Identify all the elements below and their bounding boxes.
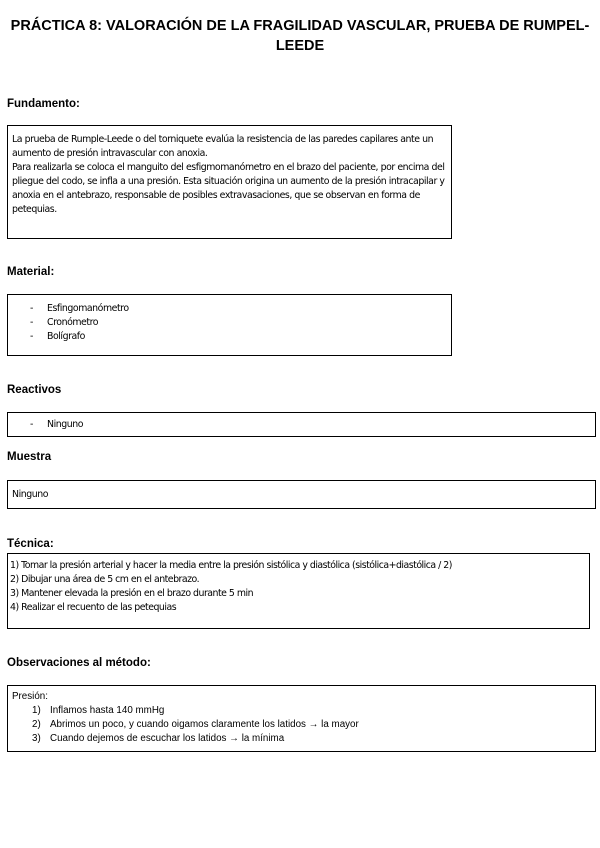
material-item: - Cronómetro bbox=[8, 316, 451, 330]
fundamento-box bbox=[7, 125, 452, 239]
muestra-box bbox=[7, 480, 596, 509]
reactivos-heading: Reactivos bbox=[7, 384, 62, 396]
observaciones-item bbox=[12, 732, 591, 746]
page-title: PRÁCTICA 8: VALORACIÓN DE LA FRAGILIDAD VASCULAR, PRUEBA DE RUMPEL-LEEDE bbox=[10, 18, 590, 54]
item-number: 1) bbox=[32, 705, 41, 716]
observaciones-list bbox=[12, 704, 591, 746]
observaciones-item bbox=[12, 718, 591, 732]
item-number: 2) bbox=[32, 719, 41, 730]
material-list bbox=[8, 302, 451, 344]
item-number: 3) bbox=[32, 733, 41, 744]
fundamento-paragraph-1: La prueba de Rumple-Leede o del torniquete evalúa la resistencia de las paredes capilares ante un aumento de presión intravascular con anoxia. bbox=[12, 134, 434, 159]
tecnica-heading: Técnica: bbox=[7, 538, 54, 550]
reactivos-item: - Ninguno bbox=[8, 418, 595, 432]
observaciones-item bbox=[12, 704, 591, 718]
tecnica-step: 3) Mantener elevada la presión en el brazo durante 5 min bbox=[10, 588, 254, 599]
material-heading: Material: bbox=[7, 266, 55, 278]
item-text: Inflamos hasta 140 mmHg bbox=[50, 705, 165, 716]
material-item: - Esfingomanómetro bbox=[8, 302, 451, 316]
reactivos-list bbox=[8, 418, 595, 432]
observaciones-label: Presión: bbox=[12, 691, 48, 702]
item-text: Cuando dejemos de escuchar los latidos → la mínima bbox=[50, 733, 285, 744]
material-item: - Bolígrafo bbox=[8, 330, 451, 344]
tecnica-step: 2) Dibujar una área de 5 cm en el antebrazo. bbox=[10, 574, 200, 585]
reactivos-box bbox=[7, 412, 596, 437]
muestra-value: Ninguno bbox=[12, 489, 48, 500]
observaciones-box bbox=[7, 685, 596, 752]
tecnica-step: 1) Tomar la presión arterial y hacer la media entre la presión sistólica y diastólica (sistólica+diastólica / 2) bbox=[10, 560, 452, 571]
material-box bbox=[7, 294, 452, 356]
tecnica-box bbox=[7, 553, 590, 629]
item-text: Abrimos un poco, y cuando oigamos claramente los latidos → la mayor bbox=[50, 719, 359, 730]
observaciones-heading: Observaciones al método: bbox=[7, 657, 151, 669]
fundamento-paragraph-2: Para realizarla se coloca el manguito del esfigmomanómetro en el brazo del paciente, por encima del pliegue del codo, se infla a una presión. Esta situación origina un aumento de la presión intracapilar y anoxia en el antebrazo, responsable de posibles extravasaciones, que se observan en forma de petequias. bbox=[12, 162, 445, 215]
muestra-heading: Muestra bbox=[7, 451, 52, 463]
fundamento-heading: Fundamento: bbox=[7, 98, 80, 110]
tecnica-step: 4) Realizar el recuento de las petequias bbox=[10, 602, 177, 613]
